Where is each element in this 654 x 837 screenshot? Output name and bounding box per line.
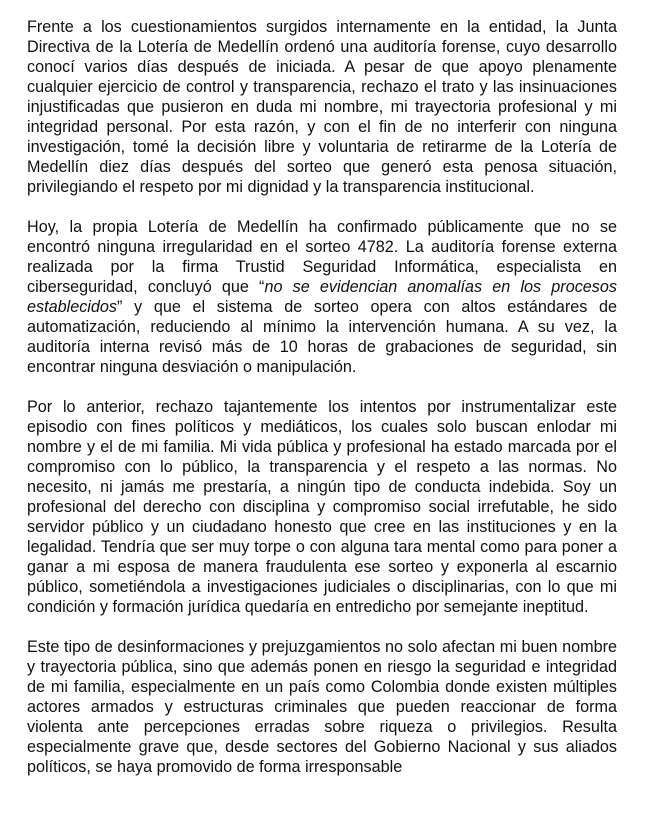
paragraph-3: Por lo anterior, rechazo tajantemente los intentos por instrumentalizar este episodio con fines políticos y mediáticos, los cuales solo buscan enlodar mi nombre y el de mi familia. Mi vida pública y profesional ha estado marcada por el compromiso con lo público, la transparencia y el respeto a las normas. No necesito, ni jamás me prestaría, a ningún tipo de conducta indebida. Soy un profesional del derecho con disciplina y compromiso social irrefutable, he sido servidor público y un ciudadano honesto que cree en las instituciones y en la legalidad. Tendría que ser muy torpe o con alguna tara mental como para poner a ganar a mi esposa de manera fraudulenta ese sorteo y exponerla al escarnio público, sometiéndola a investigaciones judiciales o disciplinarias, con lo que mi condición y formación jurídica quedaría en entredicho por semejante ineptitud. [27, 398, 617, 616]
paragraph-2-text-end: ” y que el sistema de sorteo opera con altos estándares de automatización, reduciendo al mínimo la intervención humana. A su vez, la auditoría interna revisó más de 10 horas de grabaciones de seguridad, sin encontrar ninguna desviación o manipulación. [27, 298, 617, 376]
document-page [27, 17, 617, 777]
paragraph-2 [27, 217, 617, 377]
quoted-audit-conclusion: no se evidencian anomalías en los procesos establecidos [27, 278, 617, 316]
paragraph-1: Frente a los cuestionamientos surgidos internamente en la entidad, la Junta Directiva de la Lotería de Medellín ordenó una auditoría forense, cuyo desarrollo conocí varios días después de iniciada. A pesar de que apoyo plenamente cualquier ejercicio de control y transparencia, rechazo el trato y las insinuaciones injustificadas que pusieron en duda mi nombre, mi trayectoria profesional y mi integridad personal. Por esta razón, y con el fin de no interferir con ninguna investigación, tomé la decisión libre y voluntaria de retirarme de la Lotería de Medellín diez días después del sorteo que generó esta penosa situación, privilegiando el respeto por mi dignidad y la transparencia institucional. [27, 18, 617, 196]
paragraph-2-text-start: Hoy, la propia Lotería de Medellín ha confirmado públicamente que no se encontró ninguna irregularidad en el sorteo 4782. La auditoría forense externa realizada por la firma Trustid Seguridad Informática, especialista en ciberseguridad, concluyó que “ [27, 218, 617, 296]
paragraph-4: Este tipo de desinformaciones y prejuzgamientos no solo afectan mi buen nombre y trayectoria pública, sino que además ponen en riesgo la seguridad e integridad de mi familia, especialmente en un país como Colombia donde existen múltiples actores armados y estructuras criminales que pueden reaccionar de forma violenta ante percepciones erradas sobre riqueza o privilegios. Resulta especialmente grave que, desde sectores del Gobierno Nacional y sus aliados políticos, se haya promovido de forma irresponsable [27, 638, 617, 776]
